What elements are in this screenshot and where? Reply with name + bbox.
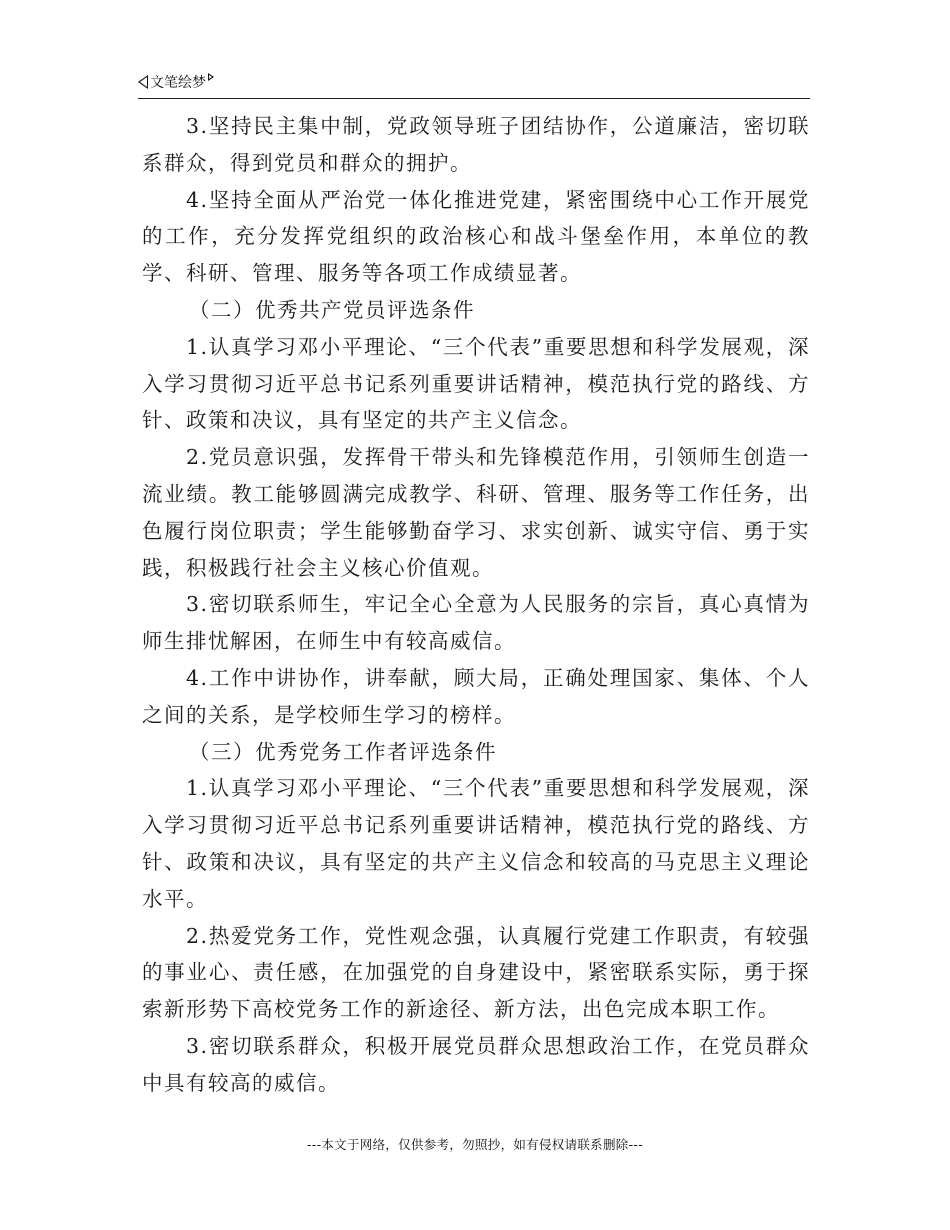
page-header (138, 70, 810, 99)
paragraph-4: 2.党员意识强，发挥骨干带头和先锋模范作用，引领师生创造一流业绩。教工能够圆满完成教学、科研、管理、服务等工作任务，出色履行岗位职责；学生能够勤奋学习、求实创新、诚实守信、勇于实践，积极践行社会主义核心价值观。 (142, 445, 810, 580)
section-heading-2: （二）优秀共产党员评选条件 (189, 297, 475, 322)
right-triangle-icon (208, 73, 214, 81)
brand-name: 文笔绘梦 (150, 75, 206, 91)
footer-notice: ---本文于网络，仅供参考，勿照抄，如有侵权请联系删除--- (306, 1137, 644, 1152)
paragraph-3: 1.认真学习邓小平理论、“三个代表”重要思想和科学发展观，深入学习贯彻习近平总书记系列重要讲话精神，模范执行党的路线、方针、政策和决议，具有坚定的共产主义信念。 (142, 334, 810, 433)
left-triangle-icon (138, 75, 148, 89)
paragraph-5: 3.密切联系师生，牢记全心全意为人民服务的宗旨，真心真情为师生排忧解困，在师生中有较高威信。 (142, 592, 810, 654)
paragraph-8: 2.热爱党务工作，党性观念强，认真履行党建工作职责，有较强的事业心、责任感，在加强党的自身建设中，紧密联系实际，勇于探索新形势下高校党务工作的新途径、新方法，出色完成本职工作。 (142, 923, 810, 1022)
paragraph-2: 4.坚持全面从严治党一体化推进党建，紧密围绕中心工作开展党的工作，充分发挥党组织的政治核心和战斗堡垒作用，本单位的教学、科研、管理、服务等各项工作成绩显著。 (142, 187, 810, 286)
paragraph-6: 4.工作中讲协作，讲奉献，顾大局，正确处理国家、集体、个人之间的关系，是学校师生学习的榜样。 (142, 665, 810, 727)
document-body (142, 108, 810, 1102)
paragraph-9: 3.密切联系群众，积极开展党员群众思想政治工作，在党员群众中具有较高的威信。 (142, 1033, 810, 1095)
section-heading-3: （三）优秀党务工作者评选条件 (189, 739, 497, 764)
paragraph-7: 1.认真学习邓小平理论、“三个代表”重要思想和科学发展观，深入学习贯彻习近平总书记系列重要讲话精神，模范执行党的路线、方针、政策和决议，具有坚定的共产主义信念和较高的马克思主义理论水平。 (142, 776, 810, 911)
brand-logo (138, 72, 214, 92)
paragraph-1: 3.坚持民主集中制，党政领导班子团结协作，公道廉洁，密切联系群众，得到党员和群众的拥护。 (142, 114, 810, 175)
